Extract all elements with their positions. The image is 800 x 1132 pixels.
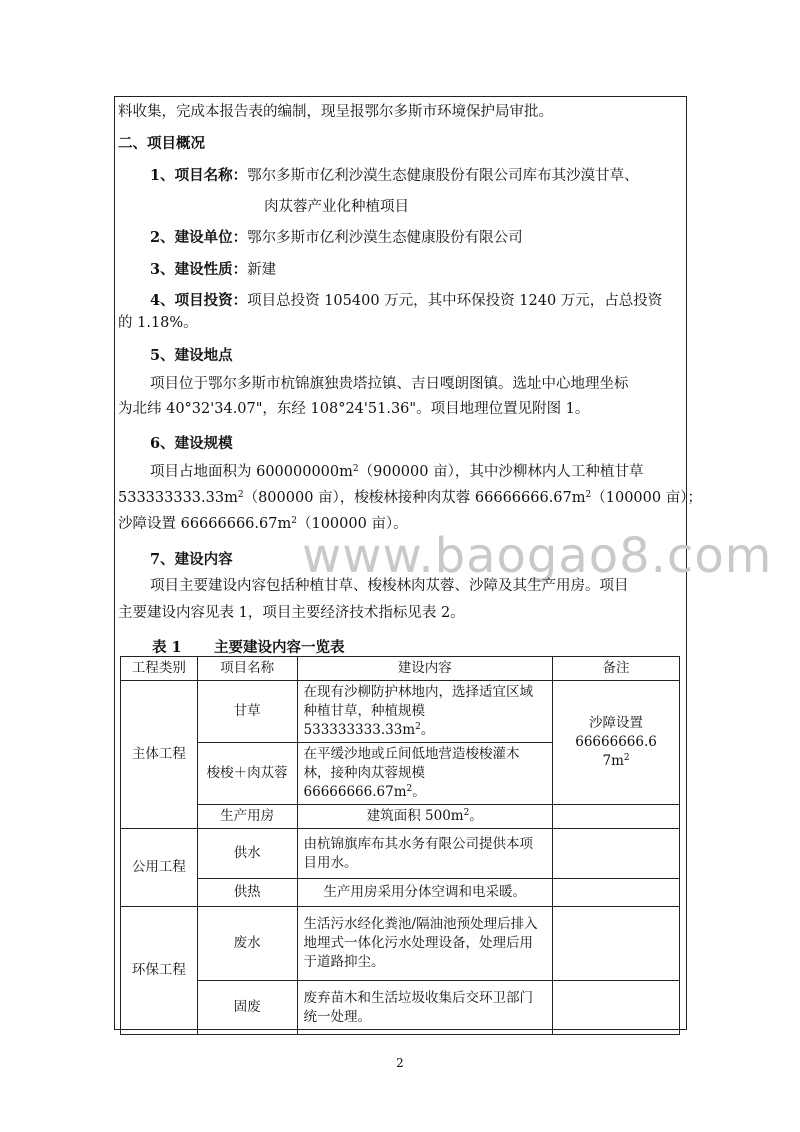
location-text-cont: 为北纬 40°32'34.07"，东经 108°24'51.36"。项目地理位置见附图 1。 bbox=[118, 401, 590, 417]
content-cell: 生活污水经化粪池/隔油池预处理后排入地埋式一体化污水处理设备，处理后用于道路抑尘。 bbox=[297, 907, 553, 981]
header-cell: 工程类别 bbox=[121, 657, 198, 681]
superscript: 2 bbox=[352, 464, 359, 474]
nature-label: 3、建设性质： bbox=[150, 261, 248, 278]
builder-line bbox=[150, 228, 523, 248]
scale-text: 沙障设置 66666666.67m bbox=[118, 516, 292, 532]
note-cell bbox=[553, 907, 680, 981]
scale-text: （100000 亩）。 bbox=[296, 516, 408, 532]
nature-line bbox=[150, 260, 276, 280]
header-cell: 项目名称 bbox=[197, 657, 297, 681]
scale-text: （100000 亩）； bbox=[591, 490, 702, 506]
scale-line-1 bbox=[150, 462, 643, 482]
location-title: 5、建设地点 bbox=[150, 347, 233, 364]
scale-text: 项目占地面积为 600000000m bbox=[150, 464, 353, 480]
superscript: 2 bbox=[623, 753, 630, 763]
note-cell bbox=[553, 879, 680, 907]
category-cell: 环保工程 bbox=[121, 907, 198, 1035]
content-text: 项目主要建设内容包括种植甘草、梭梭林肉苁蓉、沙障及其生产用房。项目 bbox=[150, 578, 629, 594]
content-text: 在平缓沙地或丘间低地营造梭梭灌木林，接种肉苁蓉规模 66666666.67m bbox=[303, 746, 520, 800]
construction-content-table bbox=[120, 656, 680, 1035]
note-text: 66666666.6 bbox=[575, 734, 657, 750]
table-row bbox=[121, 681, 680, 743]
table-row bbox=[121, 879, 680, 907]
builder-value: 鄂尔多斯市亿利沙漠生态健康股份有限公司 bbox=[247, 230, 523, 246]
table-row bbox=[121, 829, 680, 879]
investment-value: 项目总投资 105400 万元，其中环保投资 1240 万元，占总投资 bbox=[247, 293, 663, 309]
table-caption-title: 主要建设内容一览表 bbox=[214, 639, 345, 656]
content-text: 。 bbox=[420, 722, 435, 738]
note-cell bbox=[553, 681, 680, 805]
content-text: 。 bbox=[412, 784, 426, 800]
scale-title: 6、建设规模 bbox=[150, 435, 233, 452]
superscript: 2 bbox=[463, 808, 470, 818]
table-row bbox=[121, 981, 680, 1035]
watermark: www.baogao8.com bbox=[302, 528, 773, 584]
page-number: 2 bbox=[396, 1056, 404, 1070]
table-caption-number: 表 1 bbox=[152, 639, 182, 656]
content-cell bbox=[297, 805, 553, 829]
content-cell bbox=[297, 681, 553, 743]
project-name-value: 鄂尔多斯市亿利沙漠生态健康股份有限公司库布其沙漠甘草、 bbox=[247, 168, 639, 184]
category-cell: 主体工程 bbox=[121, 681, 198, 829]
scale-line-2 bbox=[118, 488, 702, 508]
note-cell bbox=[553, 829, 680, 879]
table-row bbox=[121, 805, 680, 829]
investment-label: 4、项目投资： bbox=[150, 292, 248, 309]
note-cell bbox=[553, 805, 680, 829]
item-name-cell: 甘草 bbox=[197, 681, 297, 743]
note-text: 沙障设置 bbox=[589, 715, 644, 731]
header-cell: 建设内容 bbox=[297, 657, 553, 681]
content-text: 在现有沙柳防护林地内，选择适宜区域种植甘草，种植规模 533333333.33m bbox=[303, 684, 534, 738]
section-title: 二、项目概况 bbox=[118, 135, 205, 152]
location-text: 项目位于鄂尔多斯市杭锦旗独贵塔拉镇、吉日嘎朗图镇。选址中心地理坐标 bbox=[150, 376, 629, 392]
superscript: 2 bbox=[415, 722, 421, 732]
superscript: 2 bbox=[585, 490, 592, 500]
content-text: 。 bbox=[469, 808, 483, 824]
content-text: 建筑面积 500m bbox=[366, 808, 464, 824]
scale-text: （900000 亩），其中沙柳林内人工种植甘草 bbox=[358, 464, 644, 480]
superscript: 2 bbox=[291, 516, 297, 526]
content-title: 7、建设内容 bbox=[150, 551, 233, 568]
superscript: 2 bbox=[237, 490, 244, 500]
investment-value-cont: 的 1.18%。 bbox=[118, 315, 198, 331]
project-name-line bbox=[150, 166, 639, 186]
table-row bbox=[121, 907, 680, 981]
intro-paragraph-end: 料收集，完成本报告表的编制，现呈报鄂尔多斯市环境保护局审批。 bbox=[118, 104, 553, 120]
project-name-label: 1、项目名称： bbox=[150, 167, 248, 184]
item-name-cell: 固废 bbox=[197, 981, 297, 1035]
header-cell: 备注 bbox=[553, 657, 680, 681]
note-cell bbox=[553, 981, 680, 1035]
content-cell: 生产用房采用分体空调和电采暖。 bbox=[297, 879, 553, 907]
content-text-cont: 主要建设内容见表 1，项目主要经济技术指标见表 2。 bbox=[118, 605, 465, 621]
item-name-cell: 梭梭＋肉苁蓉 bbox=[197, 743, 297, 805]
category-cell: 公用工程 bbox=[121, 829, 198, 907]
builder-label: 2、建设单位： bbox=[150, 229, 248, 246]
scale-text: 533333333.33m bbox=[118, 490, 238, 506]
content-cell bbox=[297, 743, 553, 805]
investment-line bbox=[150, 291, 662, 311]
table-header-row bbox=[121, 657, 680, 681]
scale-text: （800000 亩），梭梭林接种肉苁蓉 66666666.67m bbox=[243, 490, 586, 506]
nature-value: 新建 bbox=[247, 262, 277, 278]
note-text: 7m bbox=[602, 753, 624, 769]
item-name-cell: 生产用房 bbox=[197, 805, 297, 829]
project-name-value-cont: 肉苁蓉产业化种植项目 bbox=[264, 199, 409, 215]
content-cell: 由杭锦旗库布其水务有限公司提供本项目用水。 bbox=[297, 829, 553, 879]
superscript: 2 bbox=[406, 784, 413, 794]
item-name-cell: 供热 bbox=[197, 879, 297, 907]
item-name-cell: 废水 bbox=[197, 907, 297, 981]
content-cell: 废弃苗木和生活垃圾收集后交环卫部门统一处理。 bbox=[297, 981, 553, 1035]
item-name-cell: 供水 bbox=[197, 829, 297, 879]
